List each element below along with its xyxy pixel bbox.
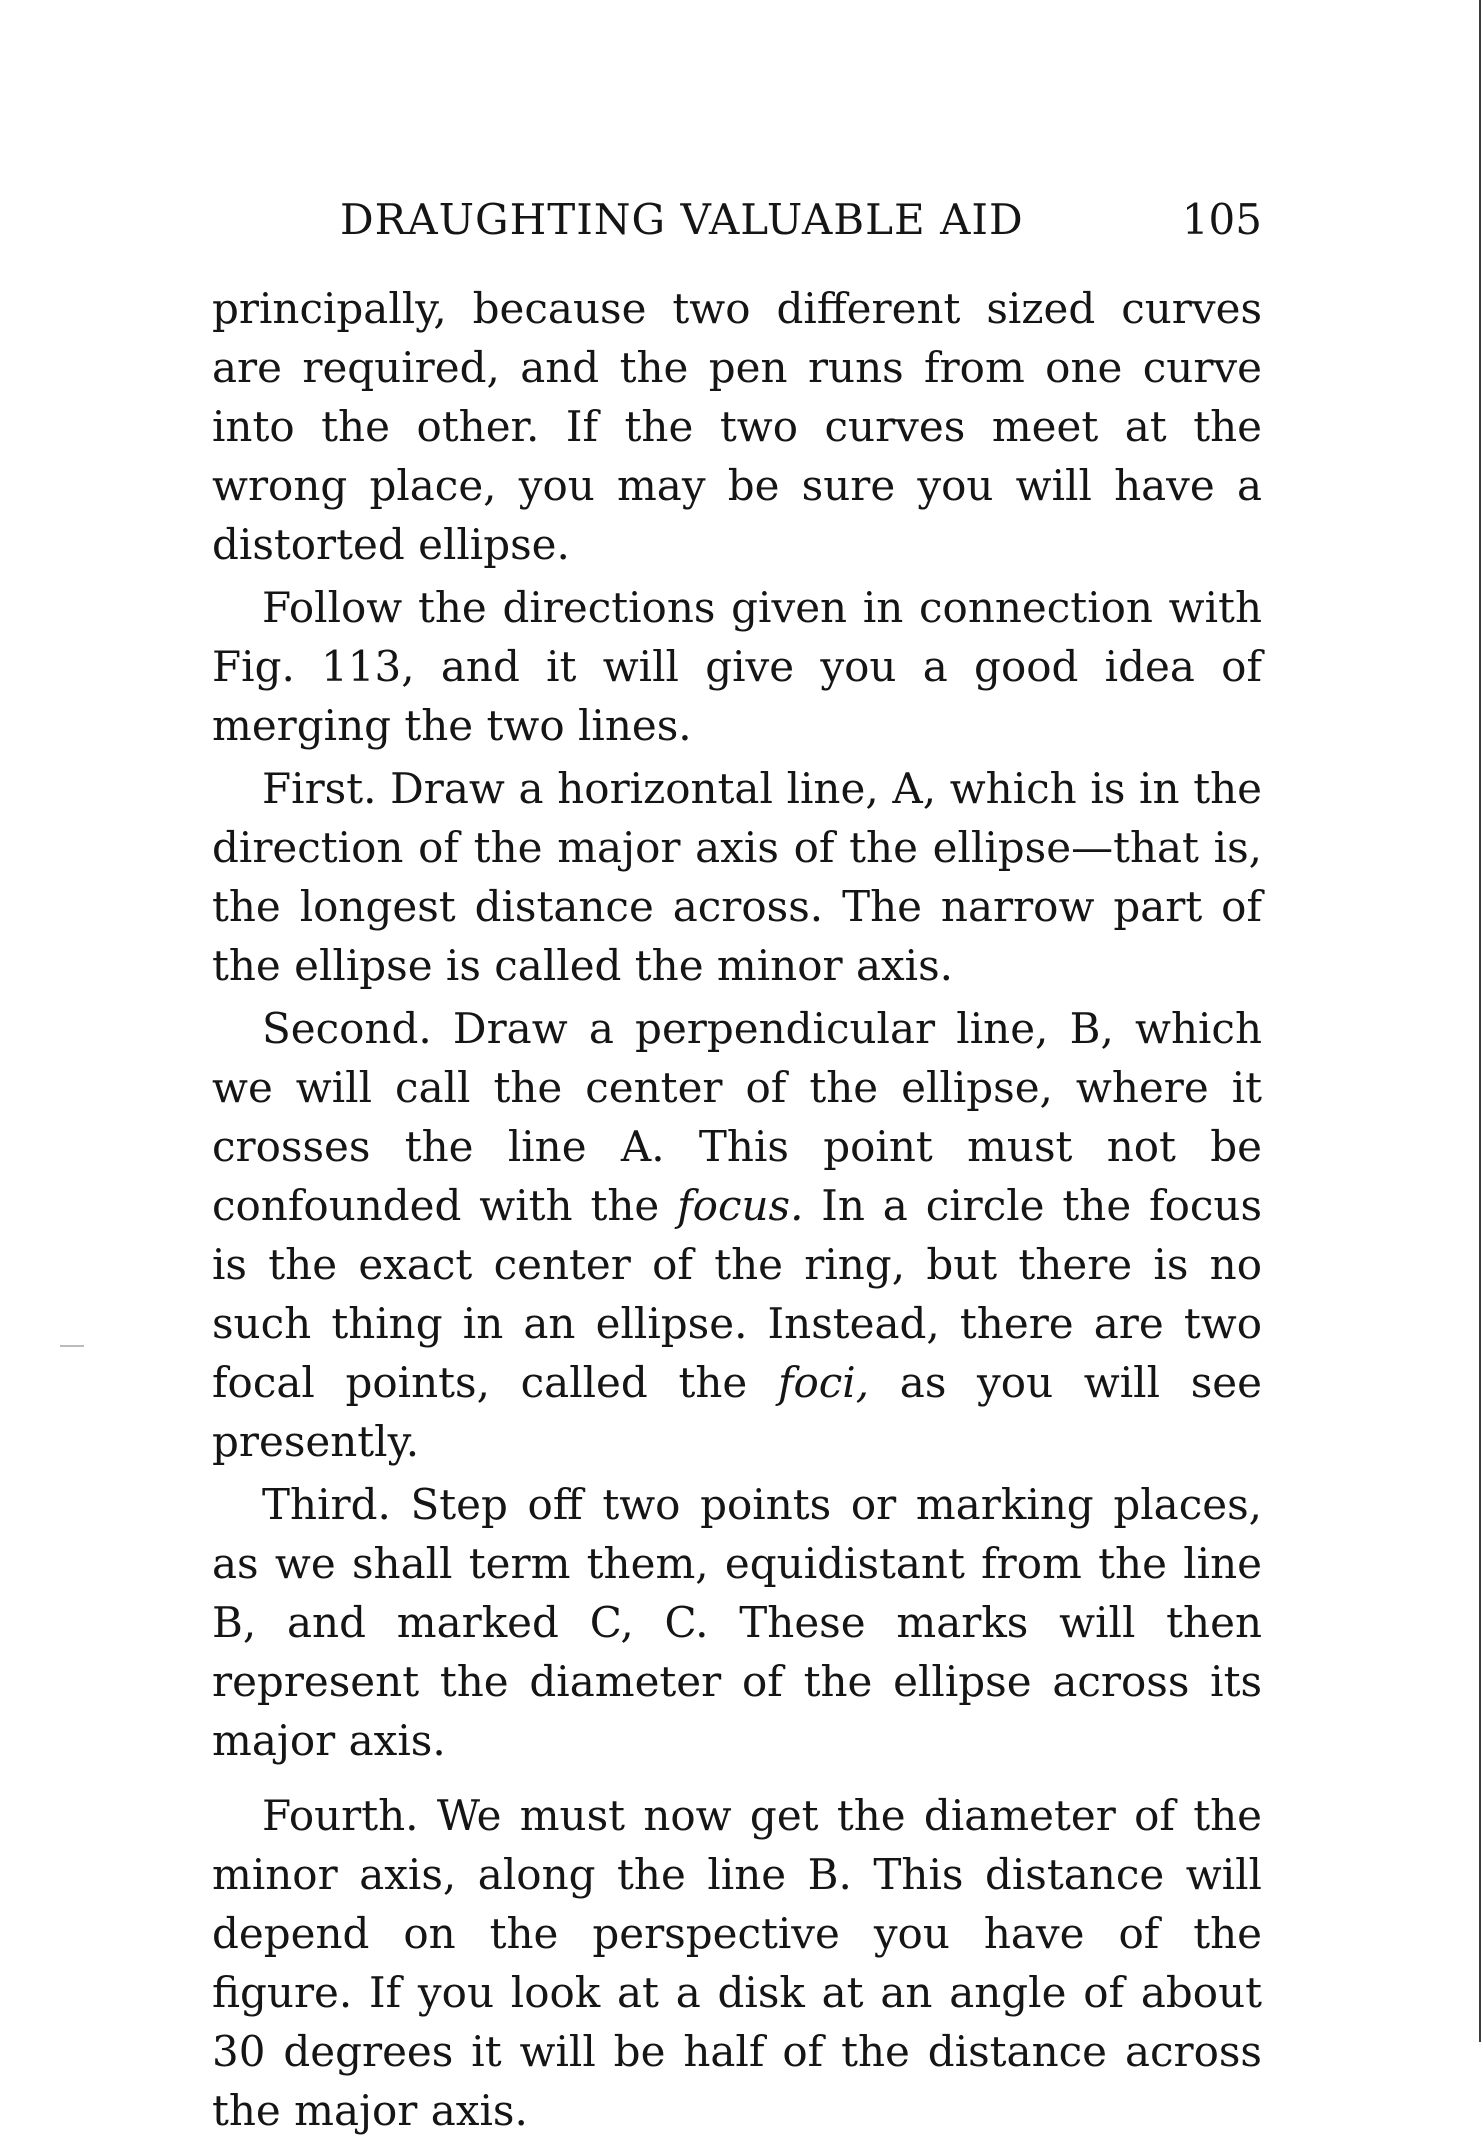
paragraph-fourth-step: Fourth. We must now get the diameter of the minor axis, along the line B. This distance will depend on the perspective you have of the figure. If you look at a disk at an angle of about 30 degrees it will be half of the distance across the major axis. [212,1791,1262,2135]
margin-mark [60,1345,84,1347]
body-text [212,279,1262,2140]
focus-term: focus. [677,1181,804,1230]
page-number: 105 [1181,195,1262,244]
second-step-text-b: In a circle the focus is the exact center of the ring, but there is no such thing in an ellipse. Instead, there are two focal points, called the [212,1181,1262,1407]
paragraph-first-step: First. Draw a horizontal line, A, which is in the direction of the major axis of the ellipse—that is, the longest distance across. The narrow part of the ellipse is called the minor axis. [212,764,1262,990]
paragraph-third-step: Third. Step off two points or marking places, as we shall term them, equidistant from the line B, and marked C, C. These marks will then represent the diameter of the ellipse across its major axis. [212,1480,1262,1765]
paragraph-continued: principally, because two different sized curves are required, and the pen runs from one curve into the other. If the two curves meet at the wrong place, you may be sure you will have a distorted ellipse. [212,284,1262,569]
page-edge-line [1479,0,1481,2042]
page-header [212,190,1262,250]
paragraph-follow-directions: Follow the directions given in connection with Fig. 113, and it will give you a good idea of merging the two lines. [212,583,1262,750]
second-step-text-c: as you will see presently. [212,1358,1262,1466]
second-step-text-a: Second. Draw a perpendicular line, B, which we will call the center of the ellipse, where it crosses the line A. This point must not be confounded with the [212,1004,1262,1230]
paragraph-second-step [212,999,1262,1471]
running-head: DRAUGHTING VALUABLE AID [340,195,1024,244]
foci-term: foci, [777,1358,870,1407]
